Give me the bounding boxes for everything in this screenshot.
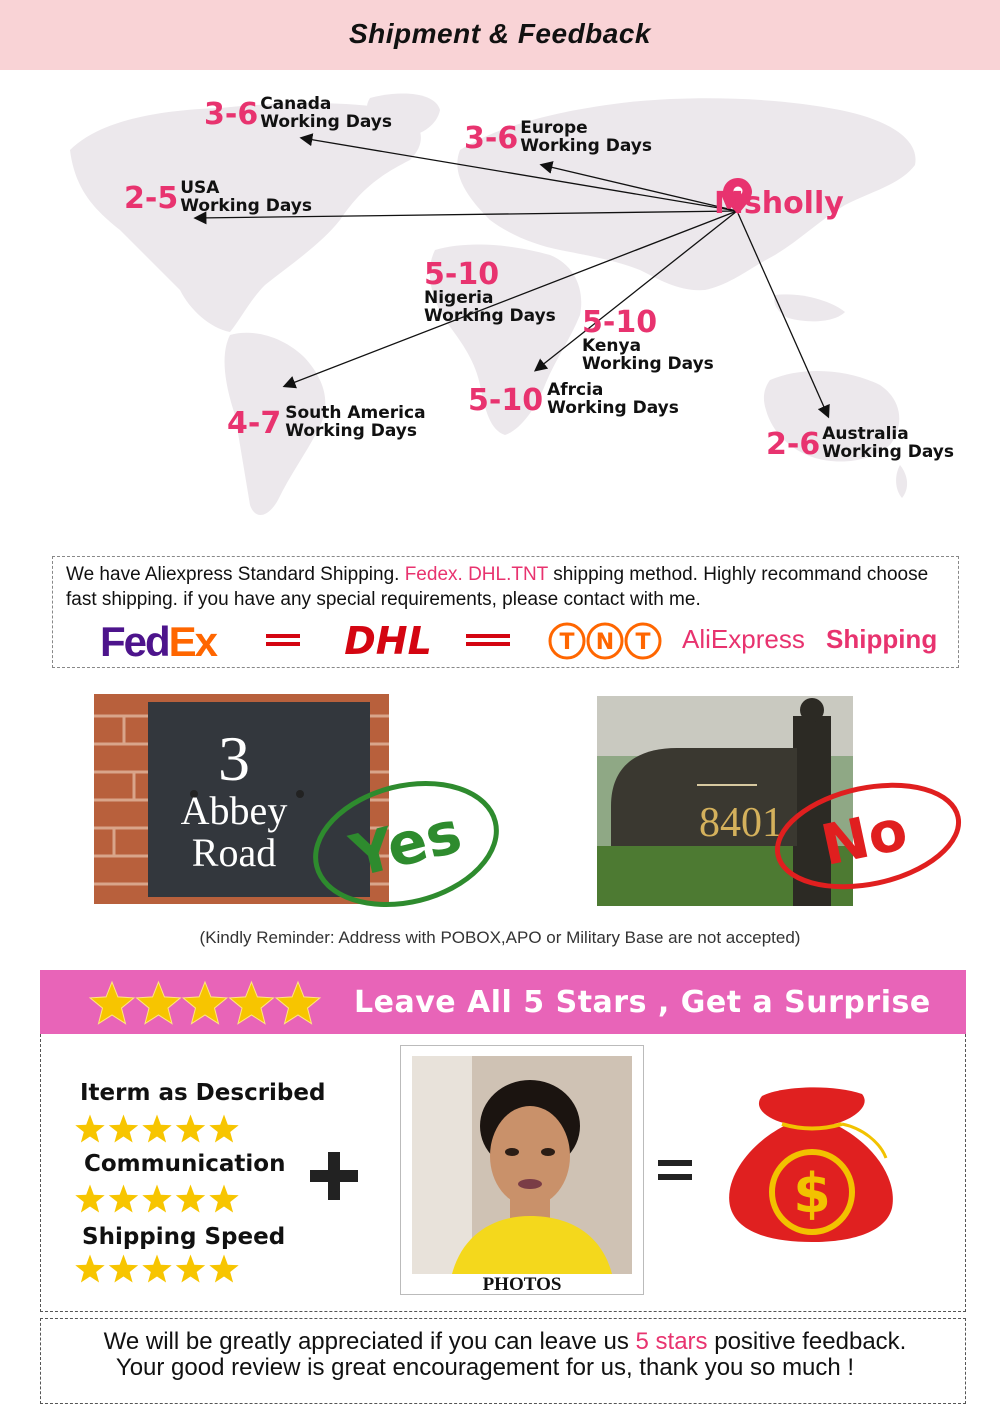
dest-days-label: Working Days — [547, 397, 679, 418]
aliexpress-shipping-label: Shipping — [826, 624, 938, 654]
origin-label: Msholly — [714, 186, 844, 221]
yes-label: Yes — [344, 797, 468, 891]
plate-line2: Road — [191, 830, 277, 875]
tnt-letter: T — [559, 630, 575, 655]
dest-days: 2-6 — [766, 427, 821, 462]
no-label: No — [815, 797, 913, 879]
shipping-text — [66, 562, 946, 612]
dest-name: Australia — [822, 424, 909, 444]
star-icon — [75, 1185, 104, 1213]
banner-stars — [88, 980, 322, 1028]
dest-kenya — [582, 305, 714, 374]
equals-icon — [656, 1158, 694, 1184]
star-icon — [183, 982, 227, 1024]
dest-days: 5-10 — [468, 383, 544, 418]
dest-days-label: Working Days — [285, 420, 417, 441]
dest-days: 4-7 — [227, 406, 282, 441]
page-title: Shipment & Feedback — [348, 18, 651, 49]
dest-days-label: Working Days — [520, 135, 652, 156]
yes-stamp — [306, 772, 506, 912]
dest-europe — [464, 120, 652, 156]
thanks-text-c: positive feedback. — [714, 1328, 907, 1355]
plus-icon — [306, 1148, 362, 1204]
star-icon — [137, 982, 181, 1024]
dest-usa — [124, 180, 312, 216]
rating-stars-communication — [74, 1182, 240, 1216]
dest-days: 3-6 — [204, 97, 259, 132]
star-icon — [176, 1255, 205, 1283]
dest-name: Canada — [260, 94, 332, 114]
money-bag-icon — [722, 1082, 898, 1244]
star-icon — [230, 982, 274, 1024]
fedex-logo — [100, 618, 216, 666]
star-icon — [109, 1115, 138, 1143]
plate-line1: Abbey — [180, 788, 288, 833]
thanks-text-a: We will be greatly appreciated if you can leave us — [103, 1328, 629, 1355]
star-icon — [90, 982, 134, 1024]
dest-name: South America — [285, 403, 426, 423]
thanks-five-stars: 5 stars — [635, 1328, 708, 1355]
dest-days: 5-10 — [424, 257, 500, 292]
dest-days-label: Working Days — [180, 195, 312, 216]
dest-days: 2-5 — [124, 181, 179, 216]
star-icon — [176, 1115, 205, 1143]
rating-stars-description — [74, 1112, 240, 1146]
dest-name: Kenya — [582, 336, 642, 356]
star-icon — [109, 1255, 138, 1283]
dest-days: 5-10 — [582, 305, 658, 340]
star-icon — [142, 1255, 171, 1283]
tnt-letter: N — [595, 630, 615, 655]
dest-nigeria — [424, 257, 556, 326]
rating-label-shipping: Shipping Speed — [82, 1224, 286, 1250]
photos-caption: PHOTOS — [482, 1274, 562, 1295]
rating-label-communication: Communication — [84, 1151, 286, 1177]
star-icon — [209, 1115, 238, 1143]
star-icon — [176, 1185, 205, 1213]
fedex-logo-fed: Fed — [100, 618, 169, 665]
dest-days-label: Working Days — [822, 441, 954, 462]
aliexpress-logo: AliExpress — [682, 624, 805, 654]
dest-africa — [468, 382, 679, 418]
dhl-logo-text: DHL — [344, 620, 432, 660]
address-reminder: (Kindly Reminder: Address with POBOX,APO or Military Base are not accepted) — [199, 928, 801, 947]
dest-name: Europe — [520, 118, 588, 138]
no-stamp — [768, 780, 968, 890]
dest-name: Afrcia — [547, 380, 604, 400]
star-icon — [75, 1255, 104, 1283]
star-icon — [75, 1115, 104, 1143]
dhl-logo — [266, 620, 510, 660]
star-icon — [109, 1185, 138, 1213]
dest-australia — [766, 426, 954, 462]
dest-days-label: Working Days — [260, 111, 392, 132]
plate-number: 3 — [218, 723, 250, 794]
dest-name: USA — [180, 178, 220, 198]
fedex-logo-ex: Ex — [168, 618, 217, 665]
dest-canada — [204, 96, 392, 132]
dest-south-america — [227, 405, 426, 441]
thanks-line-1 — [0, 1328, 1000, 1356]
mailbox-number: 8401 — [699, 800, 783, 846]
rating-stars-shipping — [74, 1252, 240, 1286]
star-icon — [142, 1115, 171, 1143]
tnt-letter: T — [635, 630, 651, 655]
star-icon — [209, 1185, 238, 1213]
shipping-text-a: We have Aliexpress Standard Shipping. — [66, 564, 400, 585]
star-icon — [276, 982, 320, 1024]
dollar-icon: $ — [793, 1162, 831, 1225]
shipping-carriers-text: Fedex. DHL.TNT — [404, 564, 548, 585]
shipping-text-c: shipping method. Highly recommand choose fast shipping. if you have any special requirements, please contact with me. — [66, 564, 929, 610]
dest-days-label: Working Days — [582, 353, 714, 374]
customer-photo — [412, 1056, 632, 1274]
tnt-logo — [548, 620, 662, 662]
banner-title: Leave All 5 Stars , Get a Surprise — [354, 985, 931, 1020]
star-icon — [142, 1185, 171, 1213]
star-row — [90, 982, 320, 1024]
thanks-line-2: Your good review is great encouragement for us, thank you so much ! — [115, 1354, 855, 1381]
rating-label-description: Iterm as Described — [80, 1080, 326, 1106]
dest-days-label: Working Days — [424, 305, 556, 326]
star-icon — [209, 1255, 238, 1283]
dest-days: 3-6 — [464, 121, 519, 156]
dest-name: Nigeria — [424, 288, 494, 308]
